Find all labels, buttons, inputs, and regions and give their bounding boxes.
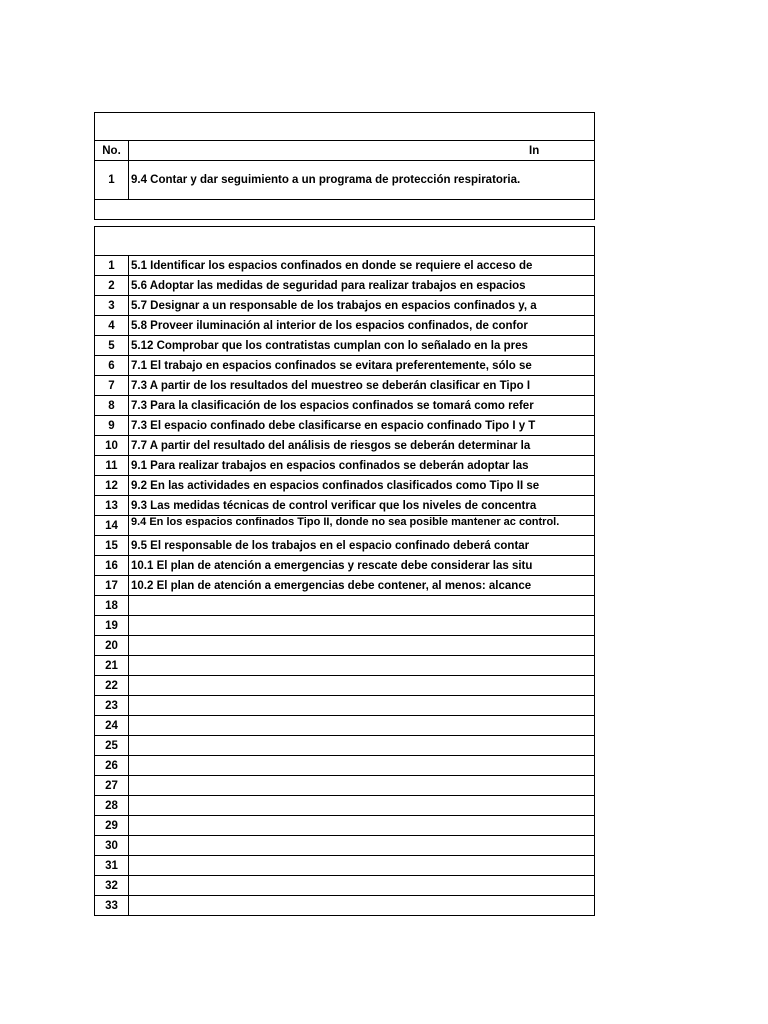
row-text-cell[interactable]: [129, 796, 595, 816]
table-row: [95, 536, 595, 556]
row-text-cell[interactable]: [129, 816, 595, 836]
row-number-cell[interactable]: 5: [95, 336, 129, 356]
table-row-blank: [95, 200, 595, 220]
row-text-cell[interactable]: 5.8 Proveer iluminación al interior de los espacios confinados, de confor: [129, 316, 595, 336]
table-row: [95, 356, 595, 376]
row-text-cell[interactable]: [129, 896, 595, 916]
table-row: [95, 436, 595, 456]
row-number-cell[interactable]: 18: [95, 596, 129, 616]
table-row: [95, 636, 595, 656]
row-number-cell[interactable]: 11: [95, 456, 129, 476]
table-row: [95, 296, 595, 316]
table-row: [95, 876, 595, 896]
row-number-cell[interactable]: 6: [95, 356, 129, 376]
row-number-cell[interactable]: 7: [95, 376, 129, 396]
row-text-cell[interactable]: [129, 616, 595, 636]
table-title-row: [95, 227, 595, 256]
row-text-cell[interactable]: [129, 516, 595, 536]
table-row: [95, 456, 595, 476]
row-text-cell[interactable]: [129, 676, 595, 696]
row-text-cell[interactable]: 7.3 A partir de los resultados del muestreo se deberán clasificar en Tipo I: [129, 376, 595, 396]
row-text-cell[interactable]: [129, 756, 595, 776]
row-text-cell[interactable]: 7.3 El espacio confinado debe clasificarse en espacio confinado Tipo I y T: [129, 416, 595, 436]
table-row: [95, 776, 595, 796]
table-row: [95, 516, 595, 536]
row-number-cell[interactable]: 25: [95, 736, 129, 756]
table-row: [95, 396, 595, 416]
row-text-cell[interactable]: 5.6 Adoptar las medidas de seguridad para realizar trabajos en espacios: [129, 276, 595, 296]
header-no-cell[interactable]: No.: [95, 141, 129, 161]
row-text-cell[interactable]: [129, 736, 595, 756]
table-row: [95, 696, 595, 716]
table-row: [95, 856, 595, 876]
row-number-cell[interactable]: 3: [95, 296, 129, 316]
row-text-cell[interactable]: 5.12 Comprobar que los contratistas cumplan con lo señalado en la pres: [129, 336, 595, 356]
row-number-cell[interactable]: 31: [95, 856, 129, 876]
requirements-table-2: [94, 226, 595, 916]
row-text-cell[interactable]: 9.2 En las actividades en espacios confinados clasificados como Tipo II se: [129, 476, 595, 496]
row-text-cell[interactable]: [129, 776, 595, 796]
table-row: [95, 476, 595, 496]
row-text-cell[interactable]: 5.7 Designar a un responsable de los trabajos en espacios confinados y, a: [129, 296, 595, 316]
row-number-cell[interactable]: 26: [95, 756, 129, 776]
table-row: [95, 576, 595, 596]
header-desc-cell[interactable]: In: [129, 141, 595, 161]
table-title-row: [95, 113, 595, 141]
blank-cell[interactable]: [95, 200, 595, 220]
spreadsheet-view: [94, 112, 560, 922]
table-row: [95, 316, 595, 336]
table-row: [95, 836, 595, 856]
row-text-cell[interactable]: 10.1 El plan de atención a emergencias y rescate debe considerar las situ: [129, 556, 595, 576]
row-text-cell[interactable]: 9.3 Las medidas técnicas de control verificar que los niveles de concentra: [129, 496, 595, 516]
row-number-cell[interactable]: 30: [95, 836, 129, 856]
table-row: [95, 161, 595, 200]
row-text-cell[interactable]: [129, 696, 595, 716]
row-number-cell[interactable]: 20: [95, 636, 129, 656]
row-text-cell[interactable]: 10.2 El plan de atención a emergencias debe contener, al menos: alcance: [129, 576, 595, 596]
table-row: [95, 376, 595, 396]
row-number-cell[interactable]: 16: [95, 556, 129, 576]
row-text-cell[interactable]: 7.7 A partir del resultado del análisis de riesgos se deberán determinar la: [129, 436, 595, 456]
table-row: [95, 596, 595, 616]
table-row: [95, 556, 595, 576]
row-number-cell[interactable]: 19: [95, 616, 129, 636]
table-row: [95, 496, 595, 516]
requirements-table-1: [94, 112, 595, 220]
row-text-cell[interactable]: [129, 716, 595, 736]
row-text-cell[interactable]: 7.3 Para la clasificación de los espacios confinados se tomará como refer: [129, 396, 595, 416]
row-number-cell[interactable]: 13: [95, 496, 129, 516]
row-text-cell[interactable]: 9.5 El responsable de los trabajos en el espacio confinado deberá contar: [129, 536, 595, 556]
row-number-cell[interactable]: 15: [95, 536, 129, 556]
row-number-cell[interactable]: 1: [95, 161, 129, 200]
table-row: [95, 676, 595, 696]
table-row: [95, 716, 595, 736]
table-row: [95, 416, 595, 436]
row-text-cell[interactable]: [129, 876, 595, 896]
row-number-cell[interactable]: 27: [95, 776, 129, 796]
row-number-cell[interactable]: 24: [95, 716, 129, 736]
table-row: [95, 896, 595, 916]
row-number-cell[interactable]: 2: [95, 276, 129, 296]
row-text-cell[interactable]: 9.4 Contar y dar seguimiento a un programa de protección respiratoria.: [129, 161, 595, 200]
row-number-cell[interactable]: 14: [95, 516, 129, 536]
row-number-cell[interactable]: 12: [95, 476, 129, 496]
row-number-cell[interactable]: 23: [95, 696, 129, 716]
row-text-cell[interactable]: [129, 856, 595, 876]
table-row: [95, 336, 595, 356]
row-number-cell[interactable]: 22: [95, 676, 129, 696]
row-number-cell[interactable]: 8: [95, 396, 129, 416]
row-number-cell[interactable]: 4: [95, 316, 129, 336]
row-number-cell[interactable]: 28: [95, 796, 129, 816]
table-row: [95, 816, 595, 836]
row-text-cell[interactable]: [129, 836, 595, 856]
row-text-cell[interactable]: [129, 656, 595, 676]
table-title-cell[interactable]: [95, 113, 595, 141]
row-number-cell[interactable]: 32: [95, 876, 129, 896]
table-row: [95, 756, 595, 776]
row-number-cell[interactable]: 1: [95, 256, 129, 276]
row-number-cell[interactable]: 10: [95, 436, 129, 456]
row-number-cell[interactable]: 29: [95, 816, 129, 836]
row-number-cell[interactable]: 33: [95, 896, 129, 916]
row-text-cell[interactable]: 5.1 Identificar los espacios confinados en donde se requiere el acceso de: [129, 256, 595, 276]
row-number-cell[interactable]: 9: [95, 416, 129, 436]
table-row: [95, 616, 595, 636]
table-row: [95, 796, 595, 816]
row-text-cell[interactable]: 7.1 El trabajo en espacios confinados se evitara preferentemente, sólo se: [129, 356, 595, 376]
table-header-row: [95, 141, 595, 161]
table-row: [95, 656, 595, 676]
row-number-cell[interactable]: 21: [95, 656, 129, 676]
table-title-cell[interactable]: [95, 227, 595, 256]
row-text-cell[interactable]: [129, 596, 595, 616]
row-text-cell[interactable]: [129, 636, 595, 656]
row-text: 9.4 En los espacios confinados Tipo II, donde no sea posible mantener ac control.: [131, 515, 560, 528]
table-row: [95, 736, 595, 756]
row-number-cell[interactable]: 17: [95, 576, 129, 596]
row-text-cell[interactable]: 9.1 Para realizar trabajos en espacios confinados se deberán adoptar las: [129, 456, 595, 476]
table-row: [95, 276, 595, 296]
table-row: [95, 256, 595, 276]
